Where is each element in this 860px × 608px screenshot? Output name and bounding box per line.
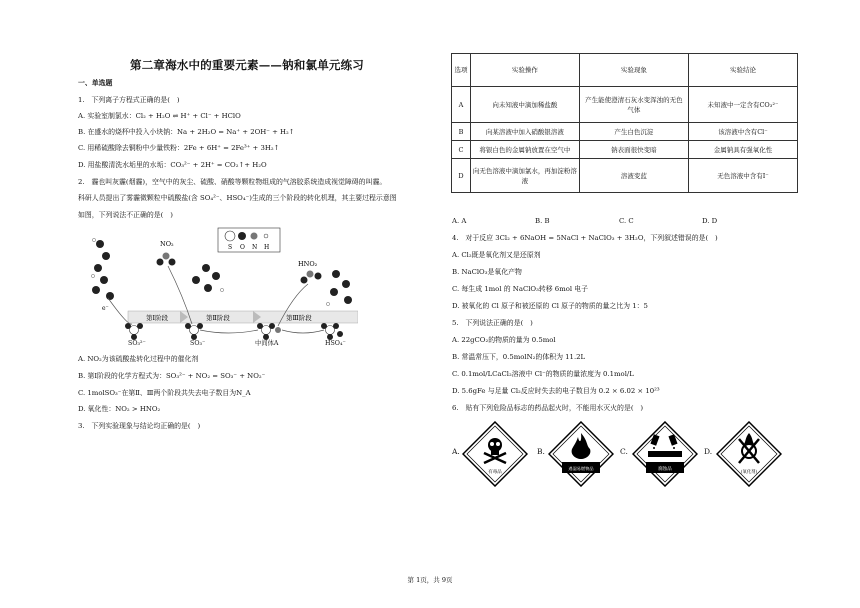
q3-option-b: B. B [535, 217, 550, 225]
q5-option-c: C. 0.1mol/LCaCl₂溶液中 Cl⁻的物质的量浓度为 0.1mol/L [452, 370, 634, 378]
table-cell: 钠表面很快变暗 [579, 141, 688, 159]
no2-label: NO₂ [160, 240, 174, 248]
q3-table [451, 53, 798, 193]
table-cell: 向无色溶液中滴加氯水，再加淀粉溶液 [470, 159, 579, 193]
q5-option-d: D. 5.6gFe 与足量 Cl₂反应时失去的电子数目为 0.2 × 6.02 × 10²³ [452, 387, 660, 395]
stage3-label: 第Ⅲ阶段 [286, 314, 312, 322]
table-cell: D [452, 159, 471, 193]
stage2-label: 第Ⅱ阶段 [206, 314, 230, 322]
q6-option-c-letter: C. [620, 447, 628, 456]
water-reactive-caption: 遇湿易燃物品 [568, 466, 594, 471]
table-cell: C [452, 141, 471, 159]
legend-o-atom [238, 232, 246, 240]
legend-n: N [252, 244, 258, 251]
table-header: 实验现象 [579, 54, 688, 87]
q6-option-d-letter: D. [704, 447, 713, 456]
table-row [452, 87, 798, 123]
table-cell: 产生能使澄清石灰水变浑浊的无色气体 [579, 87, 688, 123]
q1-option-d: D. 用盐酸清洗水垢里的水垢：CO₃²⁻ + 2H⁺ = CO₂↑+ H₂O [78, 161, 267, 169]
table-cell: 该溶液中含有Cl⁻ [688, 123, 797, 141]
q3-option-c: C. C [619, 217, 634, 225]
electron-label: e⁻ [102, 305, 109, 312]
q5-option-a: A. 22gCO₂的物质的量为 0.5mol [452, 336, 556, 344]
table-header: 选项 [452, 54, 471, 87]
legend-n-atom [251, 233, 258, 240]
table-cell: 向未知液中滴加稀盐酸 [470, 87, 579, 123]
table-cell: 金属钠具有强氧化性 [688, 141, 797, 159]
water-cluster-left [91, 238, 114, 300]
legend-s-atom [225, 231, 235, 241]
q2-option-b: B. 第Ⅰ阶段的化学方程式为：SO₃²⁻ + NO₂ = SO₃⁻ + NO₂⁻ [78, 372, 266, 380]
q1-stem: 1. 下列离子方程式正确的是( ) [78, 96, 180, 104]
q6-option-a-letter: A. [452, 447, 460, 456]
table-cell: B [452, 123, 471, 141]
page-title: 第二章海水中的重要元素——钠和氯单元练习 [130, 58, 364, 72]
toxic-hazard-sign [462, 421, 528, 487]
oxidizer-caption: (氧化剂) [740, 470, 758, 475]
legend-o: O [240, 244, 245, 251]
so3-2minus-molecule [125, 323, 143, 340]
q5-stem: 5. 下列说法正确的是( ) [452, 319, 533, 327]
table-cell: 溶液变蓝 [579, 159, 688, 193]
q2-option-a: A. NO₂为该硫酸盐转化过程中的催化剂 [78, 355, 199, 363]
water-cluster-right [326, 270, 352, 306]
so3-2minus-label: SO₃²⁻ [128, 340, 146, 347]
legend-s: S [228, 244, 233, 251]
section-heading: 一、单选题 [78, 79, 113, 87]
q2-stem-line1: 2. 霾也叫灰霾(烟霾)，空气中的灰尘、硫酸、硝酸等颗粒物组成的气溶胶系统造成视觉障碍的叫霾。 [78, 178, 387, 186]
corrosive-hazard-sign [632, 421, 698, 487]
table-cell: 未知液中一定含有CO₃²⁻ [688, 87, 797, 123]
water-cluster-middle [192, 264, 224, 292]
legend-h-atom [264, 234, 268, 238]
table-row [452, 123, 798, 141]
table-header: 实验操作 [470, 54, 579, 87]
q5-option-b: B. 常温常压下，0.5molN₂的体积为 11.2L [452, 353, 586, 361]
legend-h: H [264, 244, 270, 251]
so3-minus-label: SO₃⁻ [190, 340, 206, 347]
q1-option-b: B. 在盛水的烧杯中投入小块钠：Na + 2H₂O = Na⁺ + 2OH⁻ + H₂↑ [78, 128, 295, 136]
q4-option-a: A. Cl₂既是氧化剂又是还原剂 [452, 251, 541, 259]
q6-option-b-letter: B. [537, 447, 545, 456]
q1-option-a: A. 实验室制氯水：Cl₂ + H₂O ⇌ H⁺ + Cl⁻ + HClO [78, 112, 241, 120]
sulfate-mechanism-diagram [88, 226, 358, 348]
q6-stem: 6. 贴有下列危险品标志的药品起火时，不能用水灭火的是( ) [452, 404, 644, 412]
q1-option-c: C. 用稀硫酸除去铜粉中少量铁粉：2Fe + 6H⁺ = 2Fe³⁺ + 3H₂↑ [78, 144, 280, 152]
q2-stem-line2: 科研人员提出了雾霾微颗粒中硫酸盐(含 SO₄²⁻、HSO₄⁻)生成的三个阶段的转化机理，其主要过程示意图 [78, 194, 397, 202]
hno2-label: HNO₂ [298, 260, 318, 268]
intermediate-a-molecule [257, 323, 281, 340]
table-row [452, 141, 798, 159]
q3-option-d: D. D [702, 217, 718, 225]
intermediate-a-label: 中间体A [255, 340, 279, 347]
table-cell: 向某溶液中加入硝酸银溶液 [470, 123, 579, 141]
q4-option-d: D. 被氧化的 Cl 原子和被还原的 Cl 原子的物质的量之比为 1：5 [452, 302, 648, 310]
table-cell: 产生白色沉淀 [579, 123, 688, 141]
page-footer: 第 1页，共 9页 [407, 576, 453, 584]
q4-option-c: C. 每生成 1mol 的 NaClO₃转移 6mol 电子 [452, 285, 589, 293]
q3-option-a: A. A [452, 217, 467, 225]
table-row [452, 159, 798, 193]
toxic-caption: 有毒品 [488, 470, 502, 475]
table-cell: 无色溶液中含有I⁻ [688, 159, 797, 193]
table-cell: A [452, 87, 471, 123]
corrosive-caption: 腐蚀品 [658, 467, 672, 472]
q4-stem: 4. 对于反应 3Cl₂ + 6NaOH = 5NaCl + NaClO₃ + 3H₂O，下列叙述错误的是( ) [452, 234, 718, 242]
table-header: 实验结论 [688, 54, 797, 87]
so3-minus-molecule [185, 323, 203, 340]
table-cell: 将银白色的金属钠放置在空气中 [470, 141, 579, 159]
hso4-label: HSO₄⁻ [325, 340, 346, 347]
q2-option-d: D. 氧化性：NO₂ > HNO₂ [78, 405, 161, 413]
stage1-label: 第Ⅰ阶段 [146, 314, 169, 322]
q2-option-c: C. 1molSO₃⁻在第Ⅱ、Ⅲ两个阶段共失去电子数目为N_A [78, 389, 251, 397]
q2-stem-line3: 如图，下列说法不正确的是( ) [78, 211, 173, 219]
q3-stem: 3. 下列实验现象与结论均正确的是( ) [78, 422, 201, 430]
water-reactive-hazard-sign [548, 421, 614, 487]
hso4-molecule [321, 323, 343, 340]
q4-option-b: B. NaClO₃是氧化产物 [452, 268, 522, 276]
oxidizer-hazard-sign [716, 421, 782, 487]
